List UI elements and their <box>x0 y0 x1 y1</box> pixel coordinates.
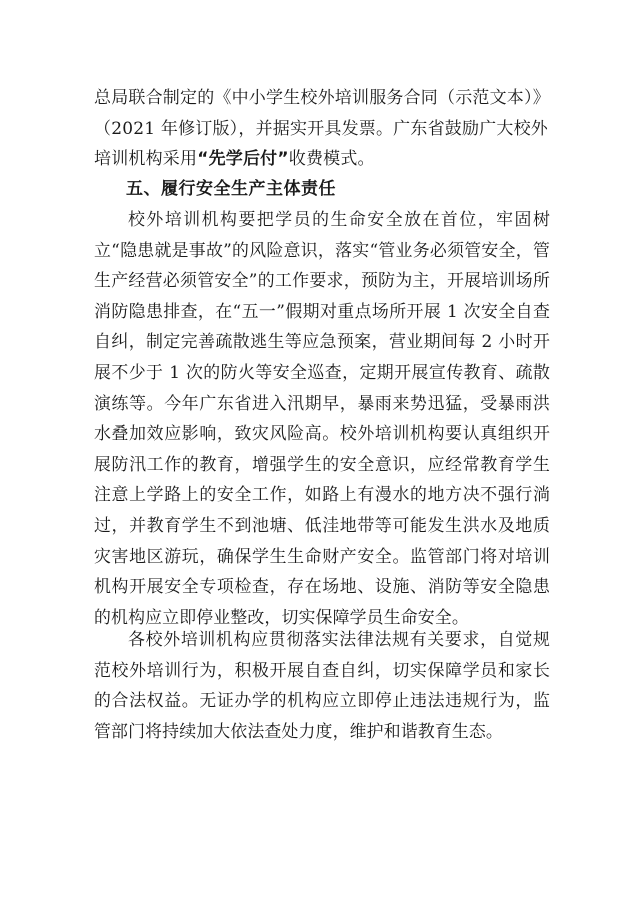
compliance-paragraph: 各校外培训机构应贯彻落实法律法规有关要求，自觉规范校外培训行为，积极开展自查自纠，切实保障学员和家长的合法权益。无证办学的机构应立即停止违法违规行为，监管部门将持续加大依法查处力度，维护和谐教育生态。 <box>94 629 550 741</box>
payment-model-bold: “先学后付” <box>197 149 289 169</box>
section-heading: 五、履行安全生产主体责任 <box>126 179 336 199</box>
intro-line-1: 总局联合制定的《中小学生校外培训服务合同（示范文本）》 <box>94 88 550 108</box>
intro-line-3-end: 收费模式。 <box>288 149 375 169</box>
safety-paragraph: 校外培训机构要把学员的生命安全放在首位，牢固树立“隐患就是事故”的风险意识，落实“管业务必须管安全，管生产经营必须管安全”的工作要求，预防为主，开展培训场所消防隐患排查，在“五一”假期对重点场所开展 1 次安全自查自纠，制定完善疏散逃生等应急预案，营业期间每 2 小时开展不少于 1 次的防火等安全巡查，定期开展宣传教育、疏散演练等。今年广东省进入汛期早，暴雨来势迅猛，受暴雨洪水叠加效应影响，致灾风险高。校外培训机构要认真组织开展防汛工作的教育，增强学生的安全意识，应经常教育学生注意上学路上的安全工作，如路上有漫水的地方决不强行淌过，并教育学生不到池塘、低洼地带等可能发生洪水及地质灾害地区游玩，确保学生生命财产安全。监管部门将对培训机构开展安全专项检查，存在场地、设施、消防等安全隐患的机构应立即停业整改，切实保障学员生命安全。 <box>94 209 550 627</box>
intro-line-3-start: 培训机构采用 <box>94 149 198 169</box>
intro-line-2: （2021 年修订版），并据实开具发票。广东省鼓励广大校外 <box>94 118 548 139</box>
intro-line-3 <box>94 144 550 175</box>
intro-continuation <box>94 83 550 175</box>
